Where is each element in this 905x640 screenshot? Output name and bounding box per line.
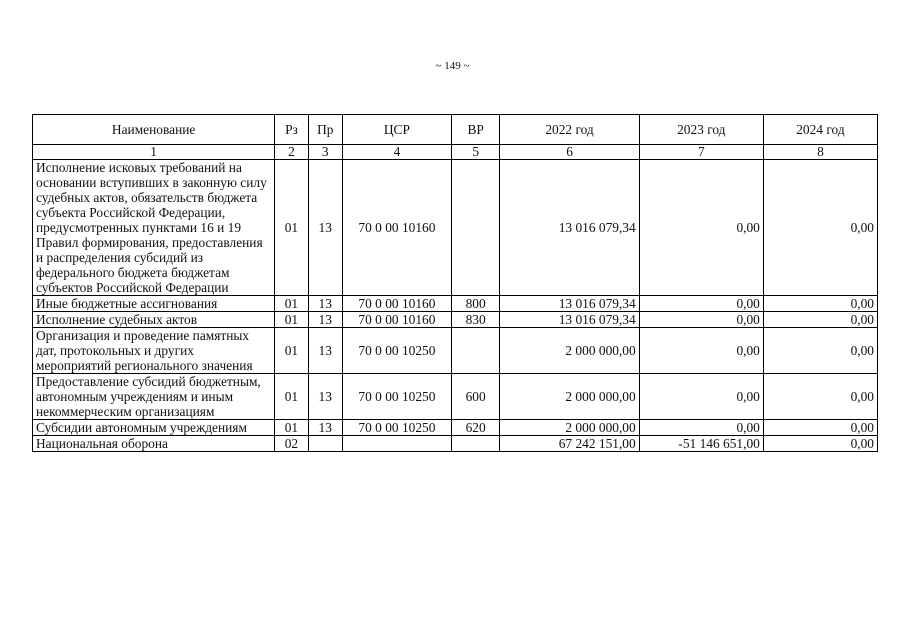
row-pr: 13 [308,160,342,296]
row-2024: 0,00 [763,374,877,420]
row-rz: 01 [275,374,308,420]
row-2024: 0,00 [763,436,877,452]
table-row [33,420,878,436]
row-name: Предоставление субсидий бюджетным, автономным учреждениям и иным некоммерческим организациям [33,374,275,420]
row-2022: 13 016 079,34 [500,160,639,296]
header-2023: 2023 год [639,115,763,145]
column-number: 4 [342,145,451,160]
row-vr: 800 [451,296,499,312]
table-row [33,436,878,452]
header-2024: 2024 год [763,115,877,145]
row-rz: 01 [275,160,308,296]
row-2022: 2 000 000,00 [500,374,639,420]
row-csr: 70 0 00 10160 [342,312,451,328]
row-pr: 13 [308,296,342,312]
page-number: ~ 149 ~ [435,60,470,72]
row-2024: 0,00 [763,312,877,328]
row-name: Исполнение судебных актов [33,312,275,328]
row-2024: 0,00 [763,160,877,296]
column-number: 8 [763,145,877,160]
row-rz: 02 [275,436,308,452]
header-name: Наименование [33,115,275,145]
row-2023: 0,00 [639,296,763,312]
row-name: Исполнение исковых требований на основании вступивших в законную силу судебных актов, обязательств бюджета субъекта Российской Федерации, предусмотренных пунктами 16 и 19 Правил формирования, предоставления и распределения субсидий из федерального бюджета бюджетам субъектов Российской Федерации [33,160,275,296]
row-csr: 70 0 00 10250 [342,328,451,374]
column-number: 3 [308,145,342,160]
row-csr [342,436,451,452]
row-2023: -51 146 651,00 [639,436,763,452]
row-pr: 13 [308,312,342,328]
row-2024: 0,00 [763,328,877,374]
row-csr: 70 0 00 10160 [342,160,451,296]
row-name: Субсидии автономным учреждениям [33,420,275,436]
column-number: 6 [500,145,639,160]
row-vr [451,328,499,374]
row-2023: 0,00 [639,420,763,436]
header-pr: Пр [308,115,342,145]
row-vr [451,436,499,452]
row-vr [451,160,499,296]
row-name: Национальная оборона [33,436,275,452]
row-vr: 600 [451,374,499,420]
row-vr: 830 [451,312,499,328]
row-2022: 13 016 079,34 [500,296,639,312]
row-2023: 0,00 [639,374,763,420]
row-2022: 2 000 000,00 [500,328,639,374]
row-csr: 70 0 00 10250 [342,420,451,436]
row-name: Иные бюджетные ассигнования [33,296,275,312]
budget-table [32,114,878,452]
row-2022: 13 016 079,34 [500,312,639,328]
column-number-row [33,145,878,160]
row-2023: 0,00 [639,160,763,296]
row-pr: 13 [308,420,342,436]
row-2023: 0,00 [639,312,763,328]
row-2024: 0,00 [763,296,877,312]
header-row [33,115,878,145]
row-2022: 67 242 151,00 [500,436,639,452]
row-name: Организация и проведение памятных дат, протокольных и других мероприятий регионального значения [33,328,275,374]
column-number: 5 [451,145,499,160]
table-row [33,328,878,374]
row-vr: 620 [451,420,499,436]
header-2022: 2022 год [500,115,639,145]
header-vr: ВР [451,115,499,145]
column-number: 2 [275,145,308,160]
row-rz: 01 [275,312,308,328]
table-row [33,374,878,420]
row-rz: 01 [275,328,308,374]
row-csr: 70 0 00 10160 [342,296,451,312]
row-rz: 01 [275,420,308,436]
row-2023: 0,00 [639,328,763,374]
table-row [33,296,878,312]
row-csr: 70 0 00 10250 [342,374,451,420]
row-pr [308,436,342,452]
header-csr: ЦСР [342,115,451,145]
table-row [33,160,878,296]
row-pr: 13 [308,374,342,420]
row-rz: 01 [275,296,308,312]
column-number: 7 [639,145,763,160]
column-number: 1 [33,145,275,160]
header-rz: Рз [275,115,308,145]
row-pr: 13 [308,328,342,374]
table-row [33,312,878,328]
row-2024: 0,00 [763,420,877,436]
row-2022: 2 000 000,00 [500,420,639,436]
